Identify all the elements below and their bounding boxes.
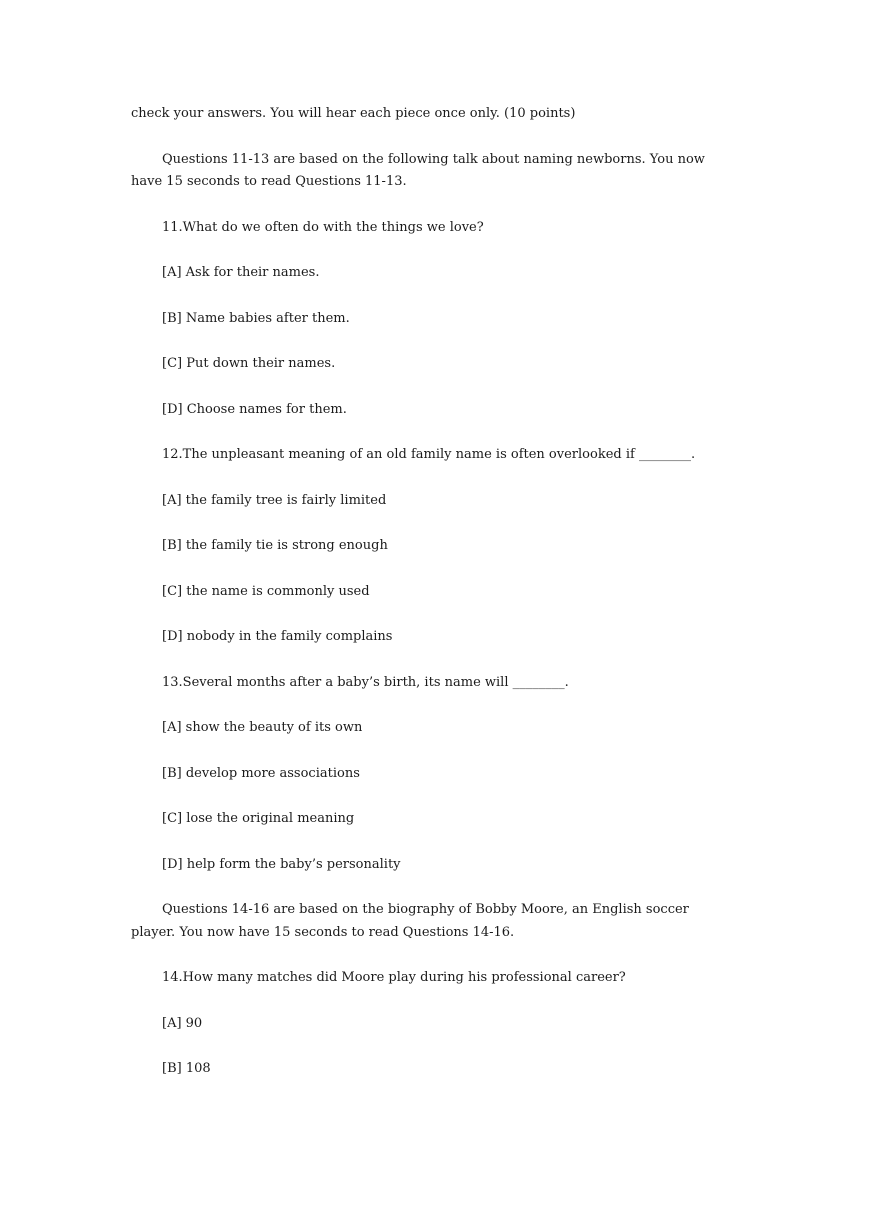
question-14-option-b: [B] 108: [162, 1061, 211, 1076]
intro-text: check your answers. You will hear each piece once only. (10 points): [131, 106, 576, 121]
section-intro-line: Questions 14-16 are based on the biography of Bobby Moore, an English soccer: [162, 902, 689, 917]
question-13-option-a: [A] show the beauty of its own: [162, 720, 363, 735]
question-12-option-c: [C] the name is commonly used: [162, 583, 370, 599]
question-11-option-b: [B] Name babies after them.: [162, 310, 350, 326]
question-12-option-b: [B] the family tie is strong enough: [162, 538, 388, 553]
question-12-option-a: [A] the family tree is fairly limited: [162, 492, 387, 508]
question-12-option-d: [D] nobody in the family complains: [162, 629, 393, 644]
question-13-option-b: [B] develop more associations: [162, 765, 360, 781]
question-13-option-d: [D] help form the baby’s personality: [162, 856, 401, 872]
question-11-option-d: [D] Choose names for them.: [162, 401, 347, 417]
question-11-option-a: [A] Ask for their names.: [162, 265, 320, 280]
question-11-option-c: [C] Put down their names.: [162, 356, 336, 371]
question-13-stem: 13.Several months after a baby’s birth, its name will ________.: [162, 674, 569, 690]
section-intro-11-13: [131, 149, 741, 194]
question-14-stem: 14.How many matches did Moore play during his professional career?: [162, 970, 626, 985]
question-11-stem: 11.What do we often do with the things we love?: [162, 219, 484, 235]
question-14-option-a: [A] 90: [162, 1015, 203, 1031]
question-13-option-c: [C] lose the original meaning: [162, 811, 355, 826]
section-intro-14-16: [131, 899, 741, 944]
question-12-stem: 12.The unpleasant meaning of an old family name is often overlooked if ________.: [162, 447, 696, 462]
section-intro-line: Questions 11-13 are based on the following talk about naming newborns. You now: [162, 151, 705, 167]
document-page: [131, 103, 741, 1104]
section-intro-line: player. You now have 15 seconds to read Questions 14-16.: [131, 924, 515, 940]
section-intro-line: have 15 seconds to read Questions 11-13.: [131, 174, 407, 189]
